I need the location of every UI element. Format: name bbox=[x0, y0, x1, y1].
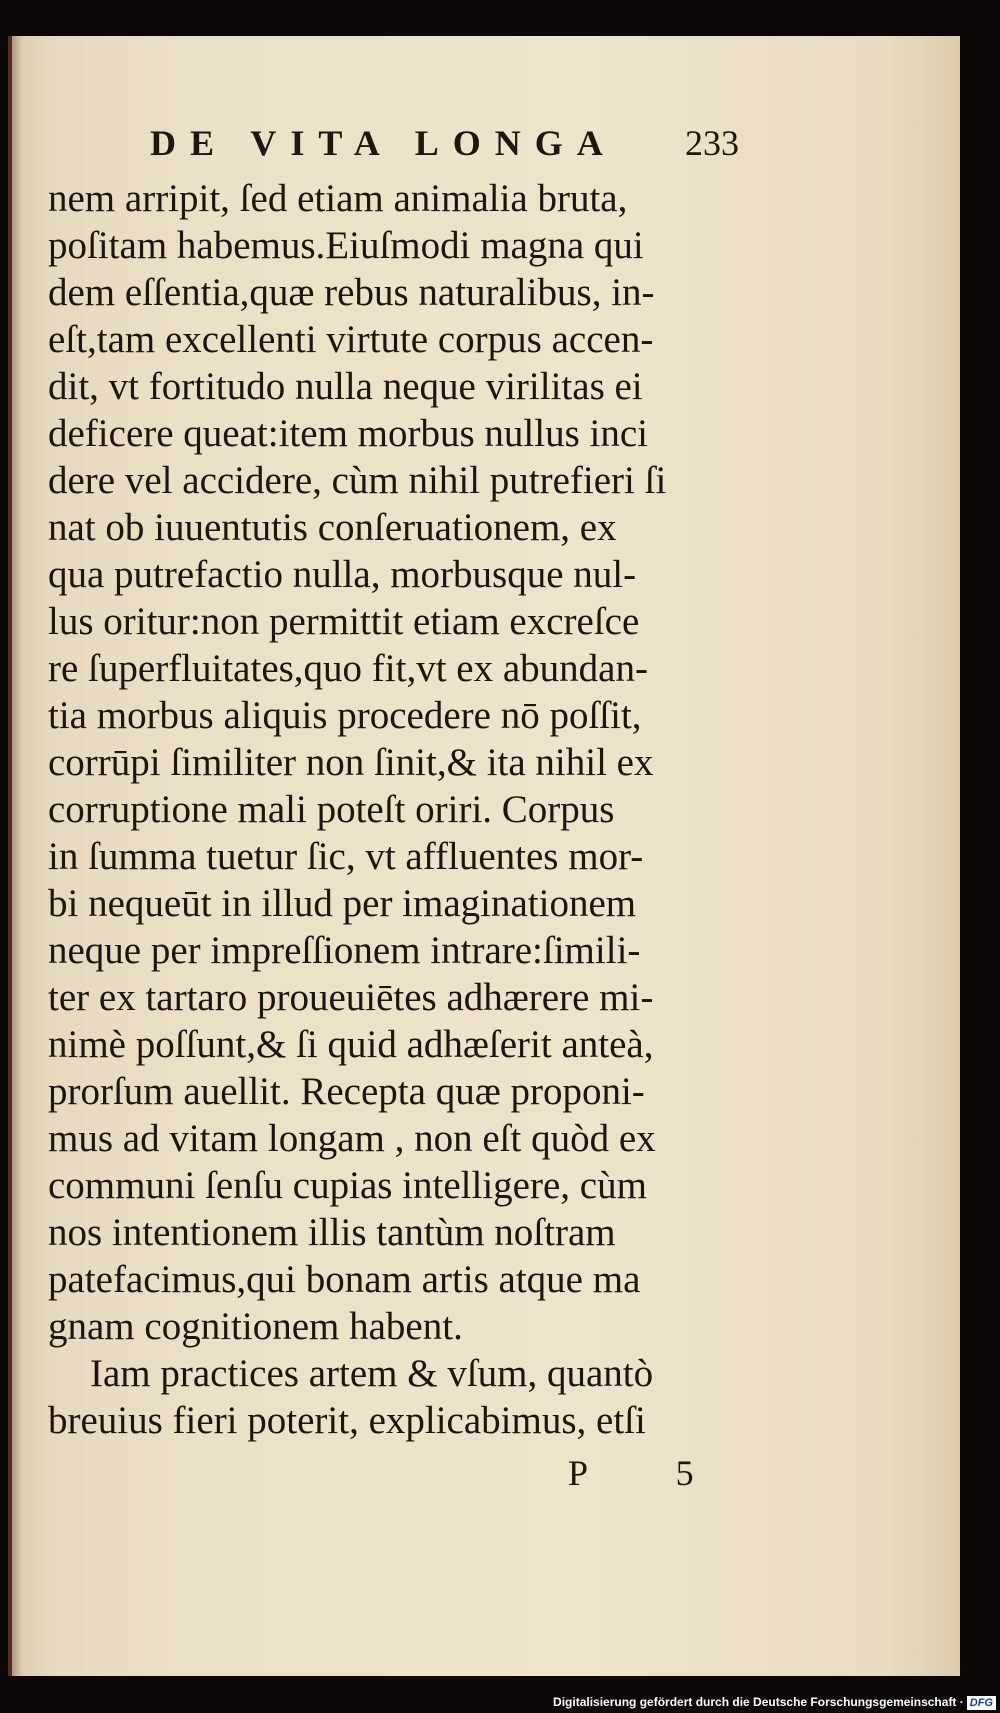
gutter-shadow bbox=[8, 36, 22, 1676]
text-line: gnam cognitionem habent. bbox=[48, 1305, 463, 1348]
text-line: neque per impreſſionem intrare:ſimili- bbox=[48, 929, 641, 972]
text-line: deficere queat:item morbus nullus inci bbox=[48, 412, 648, 455]
paragraph-start-line: Iam practices artem & vſum, quantò bbox=[90, 1352, 654, 1395]
text-line: breuius fieri poterit, explicabimus, etſi bbox=[48, 1399, 646, 1442]
text-line: patefacimus,qui bonam artis atque ma bbox=[48, 1258, 641, 1301]
signature-mark: P 5 bbox=[568, 1453, 734, 1493]
text-line: nos intentionem illis tantùm noſtram bbox=[48, 1211, 616, 1254]
text-line: tia morbus aliquis procedere nō poſſit, bbox=[48, 694, 642, 737]
text-line: nem arripit, ſed etiam animalia bruta, bbox=[48, 177, 628, 220]
dfg-logo: DFG bbox=[967, 1696, 996, 1710]
page-header bbox=[0, 122, 1000, 162]
credit-text: Digitalisierung gefördert durch die Deutsche Forschungsgemeinschaft · bbox=[553, 1695, 964, 1709]
text-line: mus ad vitam longam , non eſt quòd ex bbox=[48, 1117, 656, 1160]
text-line: nat ob iuuentutis conſeruationem, ex bbox=[48, 506, 617, 549]
text-line: dem eſſentia,quæ rebus naturalibus, in- bbox=[48, 271, 655, 314]
text-line: dit, vt fortitudo nulla neque virilitas ei bbox=[48, 365, 643, 408]
text-line: corrūpi ſimiliter non ſinit,& ita nihil ex bbox=[48, 741, 654, 784]
running-title: DE VITA LONGA bbox=[150, 123, 617, 163]
text-line: bi nequeūt in illud per imaginationem bbox=[48, 882, 637, 925]
text-line: poſitam habemus.Eiuſmodi magna qui bbox=[48, 224, 644, 267]
text-line: corruptione mali poteſt oriri. Corpus bbox=[48, 788, 615, 831]
body-text bbox=[48, 175, 768, 1444]
text-line: in ſumma tuetur ſic, vt affluentes mor- bbox=[48, 835, 644, 878]
digitization-credit bbox=[553, 1691, 996, 1713]
text-line: dere vel accidere, cùm nihil putrefieri ſi bbox=[48, 459, 667, 502]
page-number: 233 bbox=[685, 123, 739, 163]
text-line: lus oritur:non permittit etiam excreſce bbox=[48, 600, 640, 643]
text-line: ter ex tartaro proueuiētes adhærere mi- bbox=[48, 976, 654, 1019]
text-line: prorſum auellit. Recepta quæ proponi- bbox=[48, 1070, 645, 1113]
text-line: nimè poſſunt,& ſi quid adhæſerit anteà, bbox=[48, 1023, 654, 1066]
text-line: re ſuperfluitates,quo fit,vt ex abundan- bbox=[48, 647, 648, 690]
text-line: communi ſenſu cupias intelligere, cùm bbox=[48, 1164, 647, 1207]
text-line: qua putrefactio nulla, morbusque nul- bbox=[48, 553, 637, 596]
text-line: eſt,tam excellenti virtute corpus accen- bbox=[48, 318, 654, 361]
